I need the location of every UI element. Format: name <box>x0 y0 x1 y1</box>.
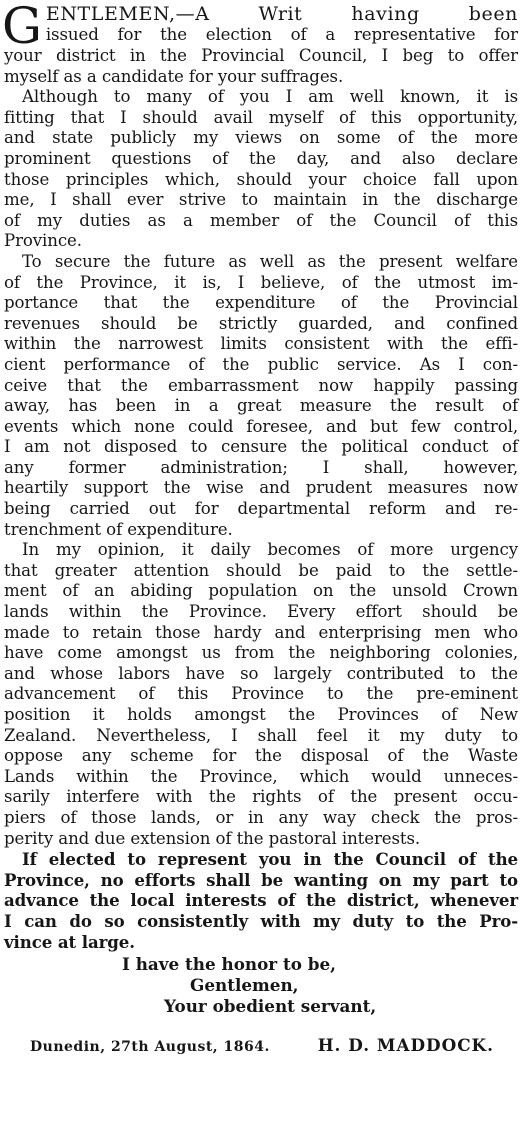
paragraph-1 <box>2 0 518 87</box>
signature: H. D. MADDOCK. <box>317 1034 494 1055</box>
text-line: prominent questions of the day, and also declare <box>4 148 518 168</box>
text-line: heartily support the wise and prudent measures now <box>4 478 518 498</box>
text-line: your district in the Provincial Council, I beg to offer <box>4 46 518 65</box>
signature-row <box>4 1017 518 1058</box>
text-line: being carried out for departmental reform and re- <box>4 499 518 519</box>
text-line: If elected to represent you in the Council of the <box>22 849 518 870</box>
closing-line: Your obedient servant, <box>164 995 377 1016</box>
text-line: Province. <box>4 231 82 251</box>
dateline: Dunedin, 27th August, 1864. <box>30 1038 270 1055</box>
text-line: I can do so consistently with my duty to the Pro- <box>4 910 518 931</box>
text-line: advance the local interests of the district, whenever <box>4 890 518 911</box>
closing-block <box>4 954 518 1057</box>
text-line: of the Province, it is, I believe, of the utmost im- <box>4 272 518 292</box>
text-line: To secure the future as well as the present welfare <box>22 251 518 271</box>
text-line: Province, no efforts shall be wanting on my part to <box>4 869 518 890</box>
text-line: Lands within the Province, which would unneces- <box>4 766 518 786</box>
text-line: events which none could foresee, and but few control, <box>4 416 518 436</box>
text-line: ment of an abiding population on the unsold Crown <box>4 581 518 601</box>
text-line: that greater attention should be paid to the settle- <box>4 560 518 580</box>
text-line: those principles which, should your choice fall upon <box>4 169 518 189</box>
text-line: cient performance of the public service. As I con- <box>4 354 518 374</box>
text-line: any former administration; I shall, however, <box>4 457 518 477</box>
text-line: position it holds amongst the Provinces of New <box>4 705 518 724</box>
paragraph-5 <box>4 849 518 952</box>
text-line: Although to many of you I am well known, it is <box>22 87 518 107</box>
text-line: sarily interfere with the rights of the present occu- <box>4 787 518 807</box>
drop-cap: G <box>2 0 42 55</box>
paragraph-3 <box>4 252 518 540</box>
text-line: trenchment of expenditure. <box>4 519 233 539</box>
text-line: myself as a candidate for your suffrages. <box>4 66 344 86</box>
text-line: within the narrowest limits consistent with the effi- <box>4 334 518 354</box>
text-line: fitting that I should avail myself of this opportunity, <box>4 107 518 127</box>
text-line: made to retain those hardy and enterprising men who <box>4 622 518 642</box>
text-line: portance that the expenditure of the Provincial <box>4 293 518 313</box>
text-line: of my duties as a member of the Council of this <box>4 210 518 230</box>
text-line: ceive that the embarrassment now happily passing <box>4 375 518 395</box>
text-line: I am not disposed to censure the political conduct of <box>4 437 518 457</box>
text-line: away, has been in a great measure the result of <box>4 396 518 416</box>
text-line: piers of those lands, or in any way check the pros- <box>4 807 518 827</box>
text-line: and whose labors have so largely contributed to the <box>4 663 518 683</box>
paragraph-2 <box>4 87 518 252</box>
text-line: In my opinion, it daily becomes of more urgency <box>22 540 518 560</box>
text-line: lands within the Province. Every effort should be <box>4 602 518 622</box>
text-line: oppose any scheme for the disposal of the Waste <box>4 746 518 766</box>
text-line: and state publicly my views on some of the more <box>4 128 518 148</box>
text-line: ENTLEMEN,—A Writ having been <box>45 3 518 25</box>
text-line: Zealand. Nevertheless, I shall feel it my duty to <box>4 725 518 745</box>
text-line: perity and due extension of the pastoral interests. <box>4 828 421 848</box>
paragraph-4 <box>4 540 518 849</box>
text-line: advancement of this Province to the pre-eminent <box>4 684 518 704</box>
closing-line: Gentlemen, <box>190 974 299 995</box>
closing-line: I have the honor to be, <box>122 954 337 975</box>
text-line: issued for the election of a representative for <box>45 24 518 44</box>
text-line: have come amongst us from the neighboring colonies, <box>4 643 518 663</box>
text-line: revenues should be strictly guarded, and confined <box>4 313 518 333</box>
text-line: me, I shall ever strive to maintain in the discharge <box>4 190 518 210</box>
text-line: vince at large. <box>4 931 135 952</box>
